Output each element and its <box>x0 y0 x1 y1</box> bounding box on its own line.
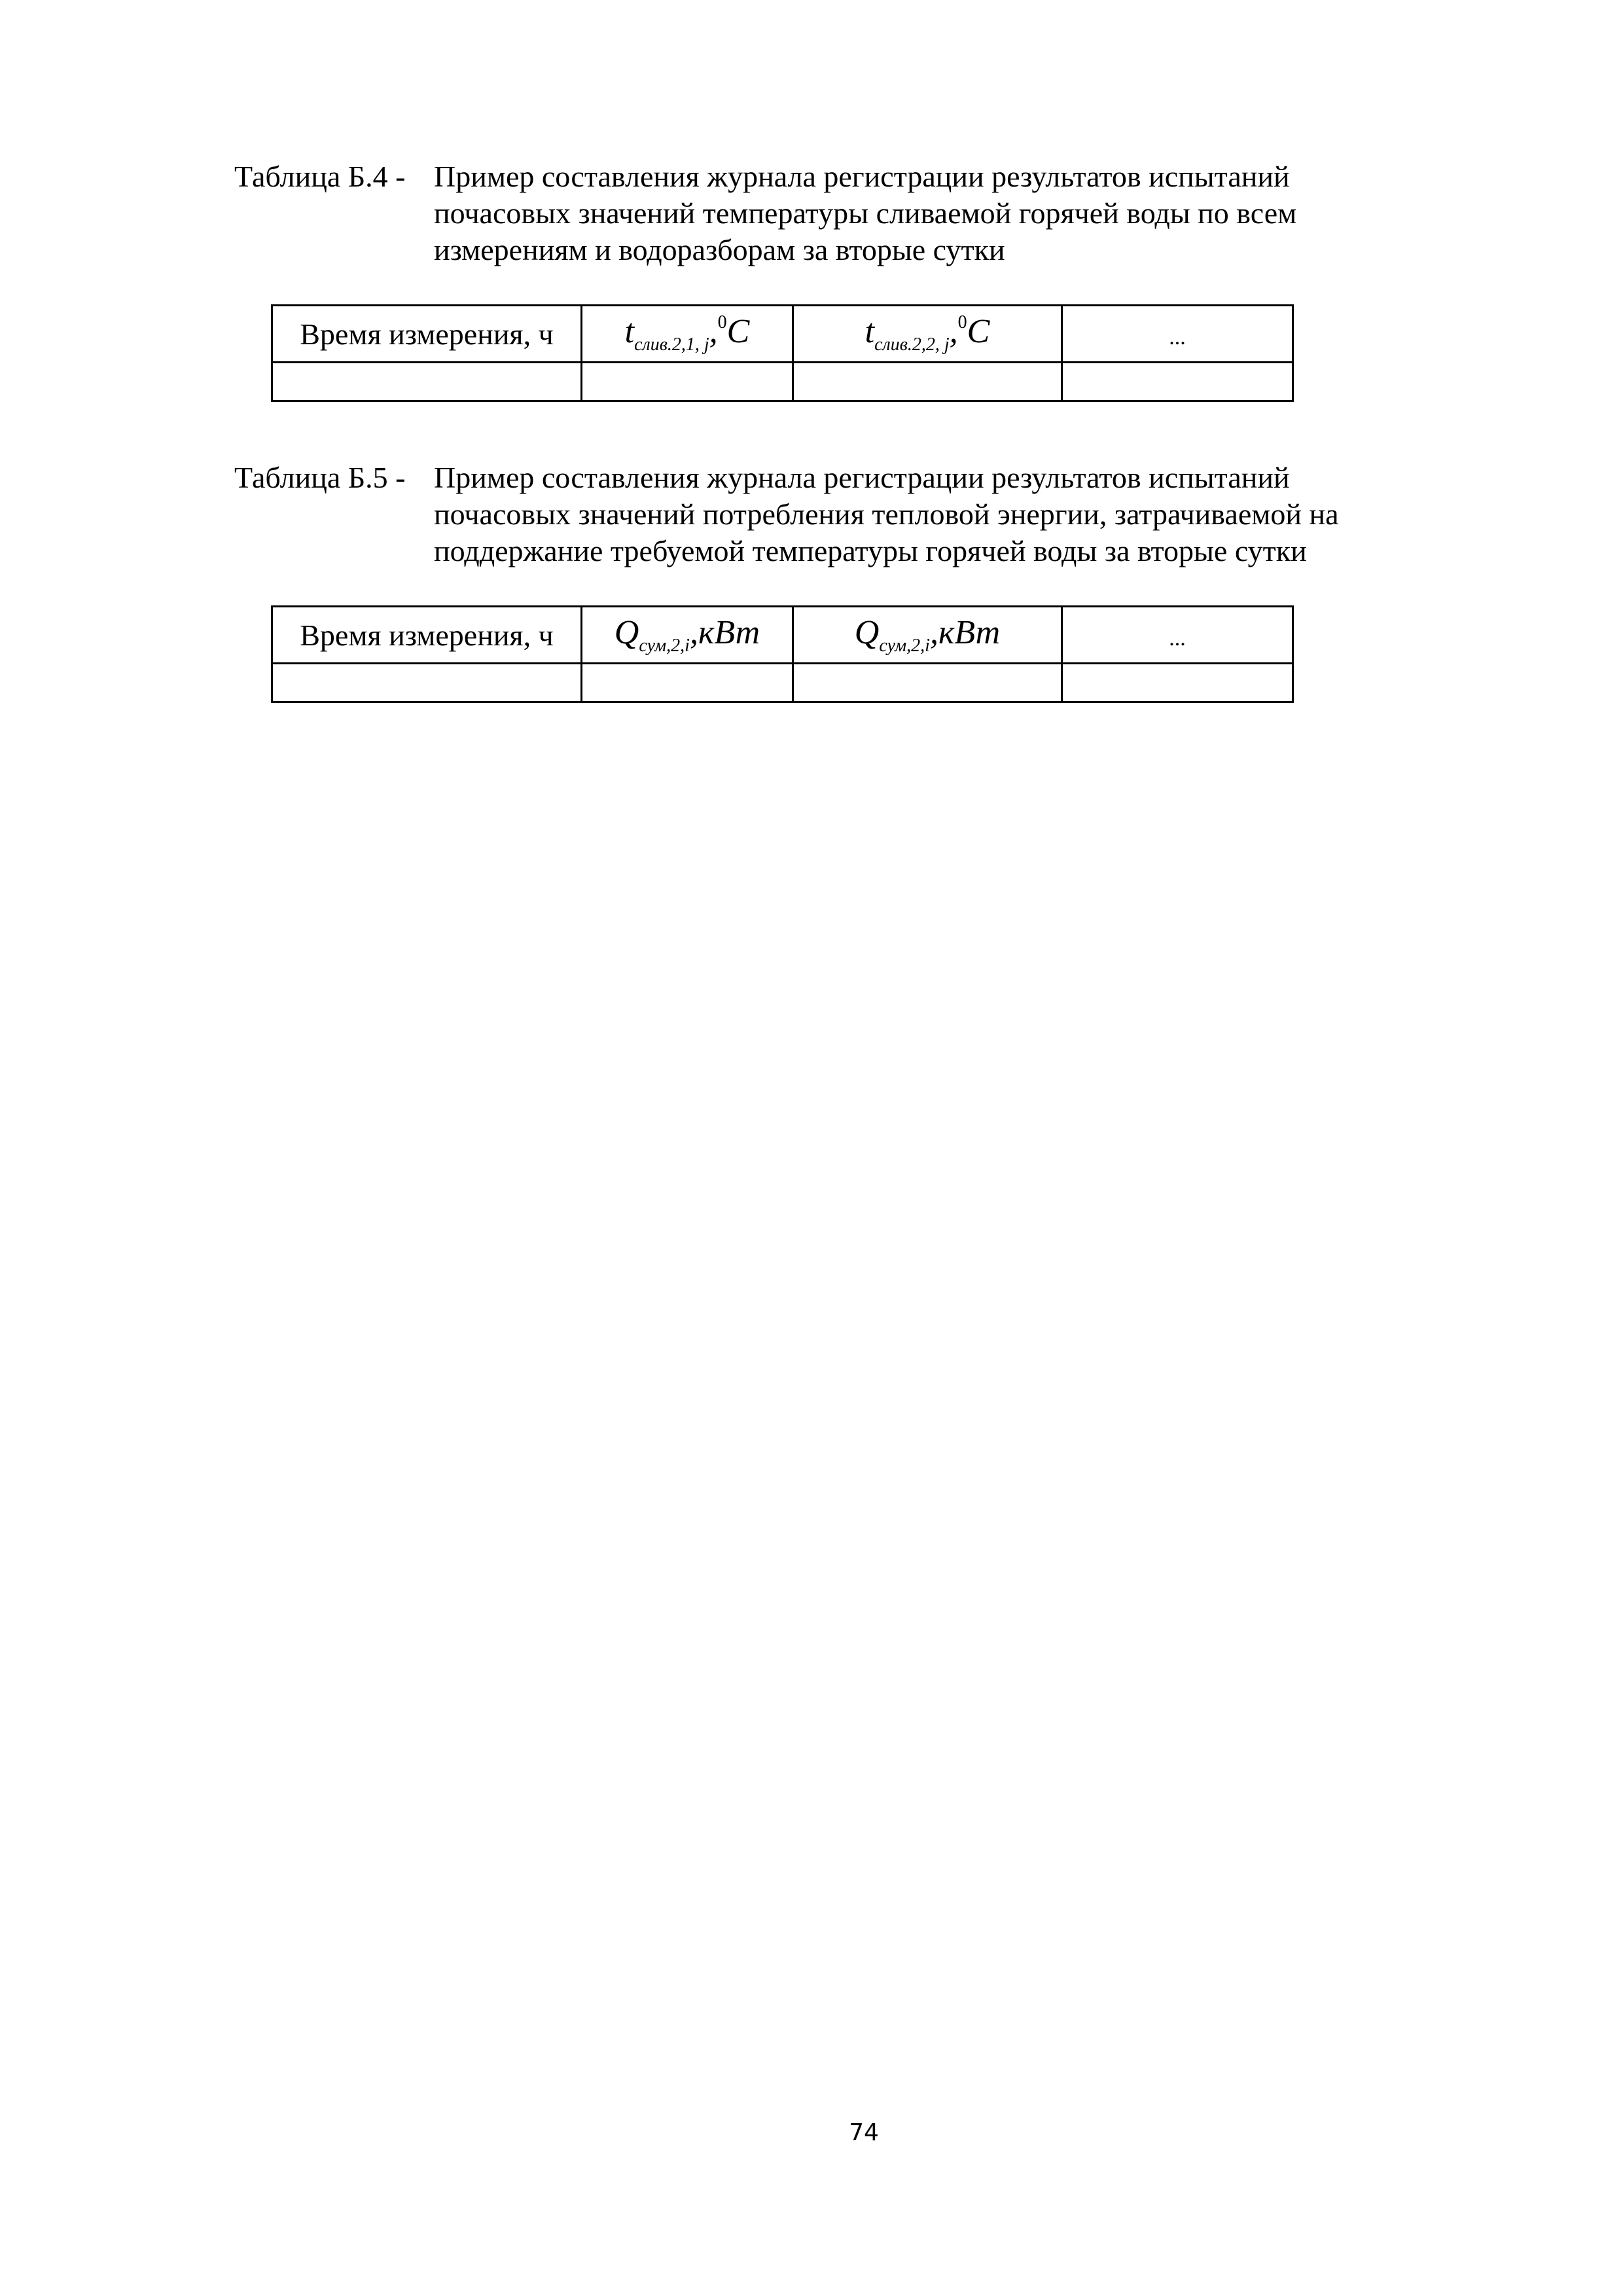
page-number: 74 <box>849 2119 879 2146</box>
header-t-drain-2-1 <box>582 306 793 363</box>
table-b5-title <box>434 459 1478 569</box>
header-t-drain-2-2 <box>793 306 1062 363</box>
table-header-row <box>272 306 1293 363</box>
header-ellipsis: ... <box>1062 607 1293 664</box>
caption-line: почасовых значений температуры сливаемой горячей воды по всем <box>434 196 1297 230</box>
formula-q-sum: $Q_{сум,2,i},кВт$ <box>614 614 760 656</box>
table-cell <box>582 363 793 401</box>
table-cell <box>582 664 793 702</box>
table-cell <box>793 664 1062 702</box>
table-b5 <box>271 605 1294 703</box>
header-measurement-time: Время измерения, ч <box>272 306 582 363</box>
table-row <box>272 664 1293 702</box>
caption-line: почасовых значений потребления тепловой энергии, затрачиваемой на <box>434 497 1339 531</box>
caption-line: поддержание требуемой температуры горячей воды за вторые сутки <box>434 534 1307 567</box>
table-row <box>272 363 1293 401</box>
formula-t-drain: $t_{слив.2,2, j},^0C$ <box>865 312 990 355</box>
table-cell <box>1062 363 1293 401</box>
table-cell <box>272 664 582 702</box>
header-ellipsis: ... <box>1062 306 1293 363</box>
table-b5-caption <box>234 459 1478 569</box>
header-measurement-time: Время измерения, ч <box>272 607 582 664</box>
header-q-sum-2-b <box>793 607 1062 664</box>
formula-t-drain: $t_{слив.2,1, j},^0C$ <box>624 312 750 355</box>
table-b5-label: Таблица Б.5 - <box>234 461 406 494</box>
formula-q-sum: $Q_{сум,2,i},кВт$ <box>854 614 1001 656</box>
table-b4-label: Таблица Б.4 - <box>234 160 406 193</box>
header-q-sum-2 <box>582 607 793 664</box>
table-b4 <box>271 304 1294 402</box>
caption-line: Пример составления журнала регистрации результатов испытаний <box>434 461 1290 494</box>
table-header-row <box>272 607 1293 664</box>
caption-line: измерениям и водоразборам за вторые сутки <box>434 233 1005 266</box>
table-b4-title <box>434 158 1478 268</box>
table-cell <box>793 363 1062 401</box>
table-b4-caption <box>234 158 1478 268</box>
table-cell <box>272 363 582 401</box>
table-cell <box>1062 664 1293 702</box>
caption-line: Пример составления журнала регистрации результатов испытаний <box>434 160 1290 193</box>
